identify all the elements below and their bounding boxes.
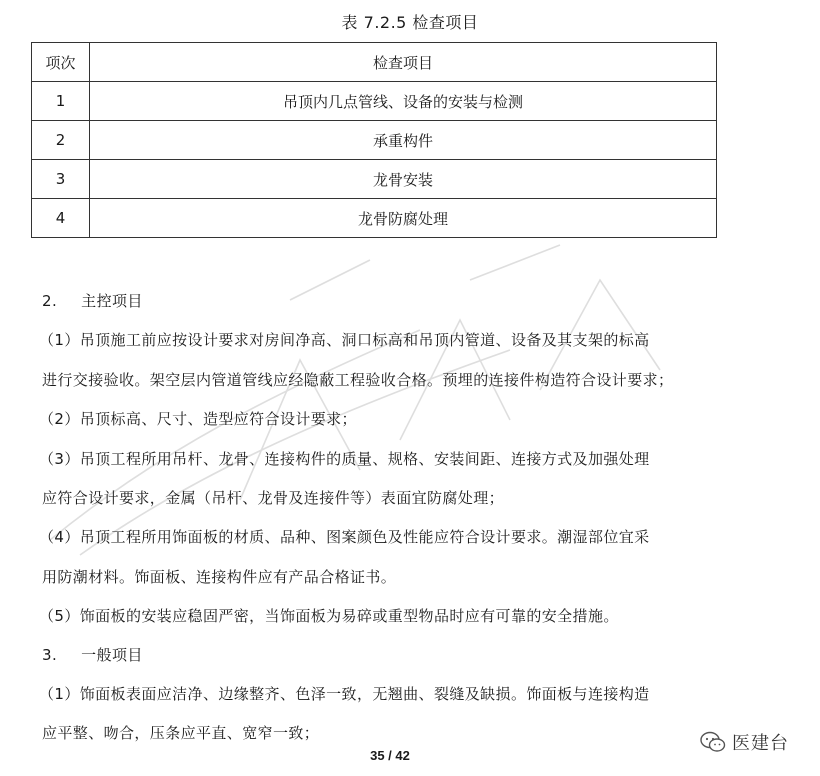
row-no: 3: [32, 160, 90, 199]
section-title: 一般项目: [81, 646, 143, 664]
paragraph-line: （2）吊顶标高、尺寸、造型应符合设计要求；: [39, 410, 357, 428]
row-item: 龙骨安装: [90, 160, 717, 199]
row-item: 龙骨防腐处理: [90, 199, 717, 238]
header-item-no: 项次: [32, 43, 90, 82]
paragraph-line: 应平整、吻合，压条应平直、宽窄一致；: [42, 724, 320, 742]
paragraph-line: （1）饰面板表面应洁净、边缘整齐、色泽一致，无翘曲、裂缝及缺损。饰面板与连接构造: [39, 685, 650, 703]
row-item: 吊顶内几点管线、设备的安装与检测: [90, 82, 717, 121]
brand-watermark: [700, 728, 789, 756]
table-header-row: [32, 43, 717, 82]
wechat-icon: [700, 731, 726, 753]
paragraph-line: （4）吊顶工程所用饰面板的材质、品种、图案颜色及性能应符合设计要求。潮湿部位宜采: [39, 528, 650, 546]
paragraph-line: 进行交接验收。架空层内管道管线应经隐蔽工程验收合格。预埋的连接件构造符合设计要求；: [42, 371, 674, 389]
table-row: [32, 121, 717, 160]
section-heading-general: [42, 645, 143, 665]
paragraph-line: （5）饰面板的安装应稳固严密，当饰面板为易碎或重型物品时应有可靠的安全措施。: [39, 607, 619, 625]
table-caption: 表 7.2.5 检查项目: [341, 13, 479, 32]
table-row: [32, 82, 717, 121]
table-row: [32, 199, 717, 238]
brand-name: 医建台: [732, 733, 789, 754]
inspection-items-table: [31, 42, 717, 238]
table-row: [32, 160, 717, 199]
row-no: 4: [32, 199, 90, 238]
paragraph-line: 应符合设计要求，金属（吊杆、龙骨及连接件等）表面宜防腐处理；: [42, 489, 505, 507]
page-number: 35 / 42: [370, 748, 410, 763]
section-title: 主控项目: [81, 292, 143, 310]
section-number: 2.: [42, 292, 58, 310]
row-no: 2: [32, 121, 90, 160]
header-inspection-item: 检查项目: [90, 43, 717, 82]
row-no: 1: [32, 82, 90, 121]
paragraph-line: 用防潮材料。饰面板、连接构件应有产品合格证书。: [42, 568, 397, 586]
section-number: 3.: [42, 646, 58, 664]
watermark-stamp: [40, 240, 740, 560]
paragraph-line: （3）吊顶工程所用吊杆、龙骨、连接构件的质量、规格、安装间距、连接方式及加强处理: [39, 450, 650, 468]
paragraph-line: （1）吊顶施工前应按设计要求对房间净高、洞口标高和吊顶内管道、设备及其支架的标高: [39, 331, 650, 349]
section-heading-main-control: [42, 291, 143, 311]
row-item: 承重构件: [90, 121, 717, 160]
